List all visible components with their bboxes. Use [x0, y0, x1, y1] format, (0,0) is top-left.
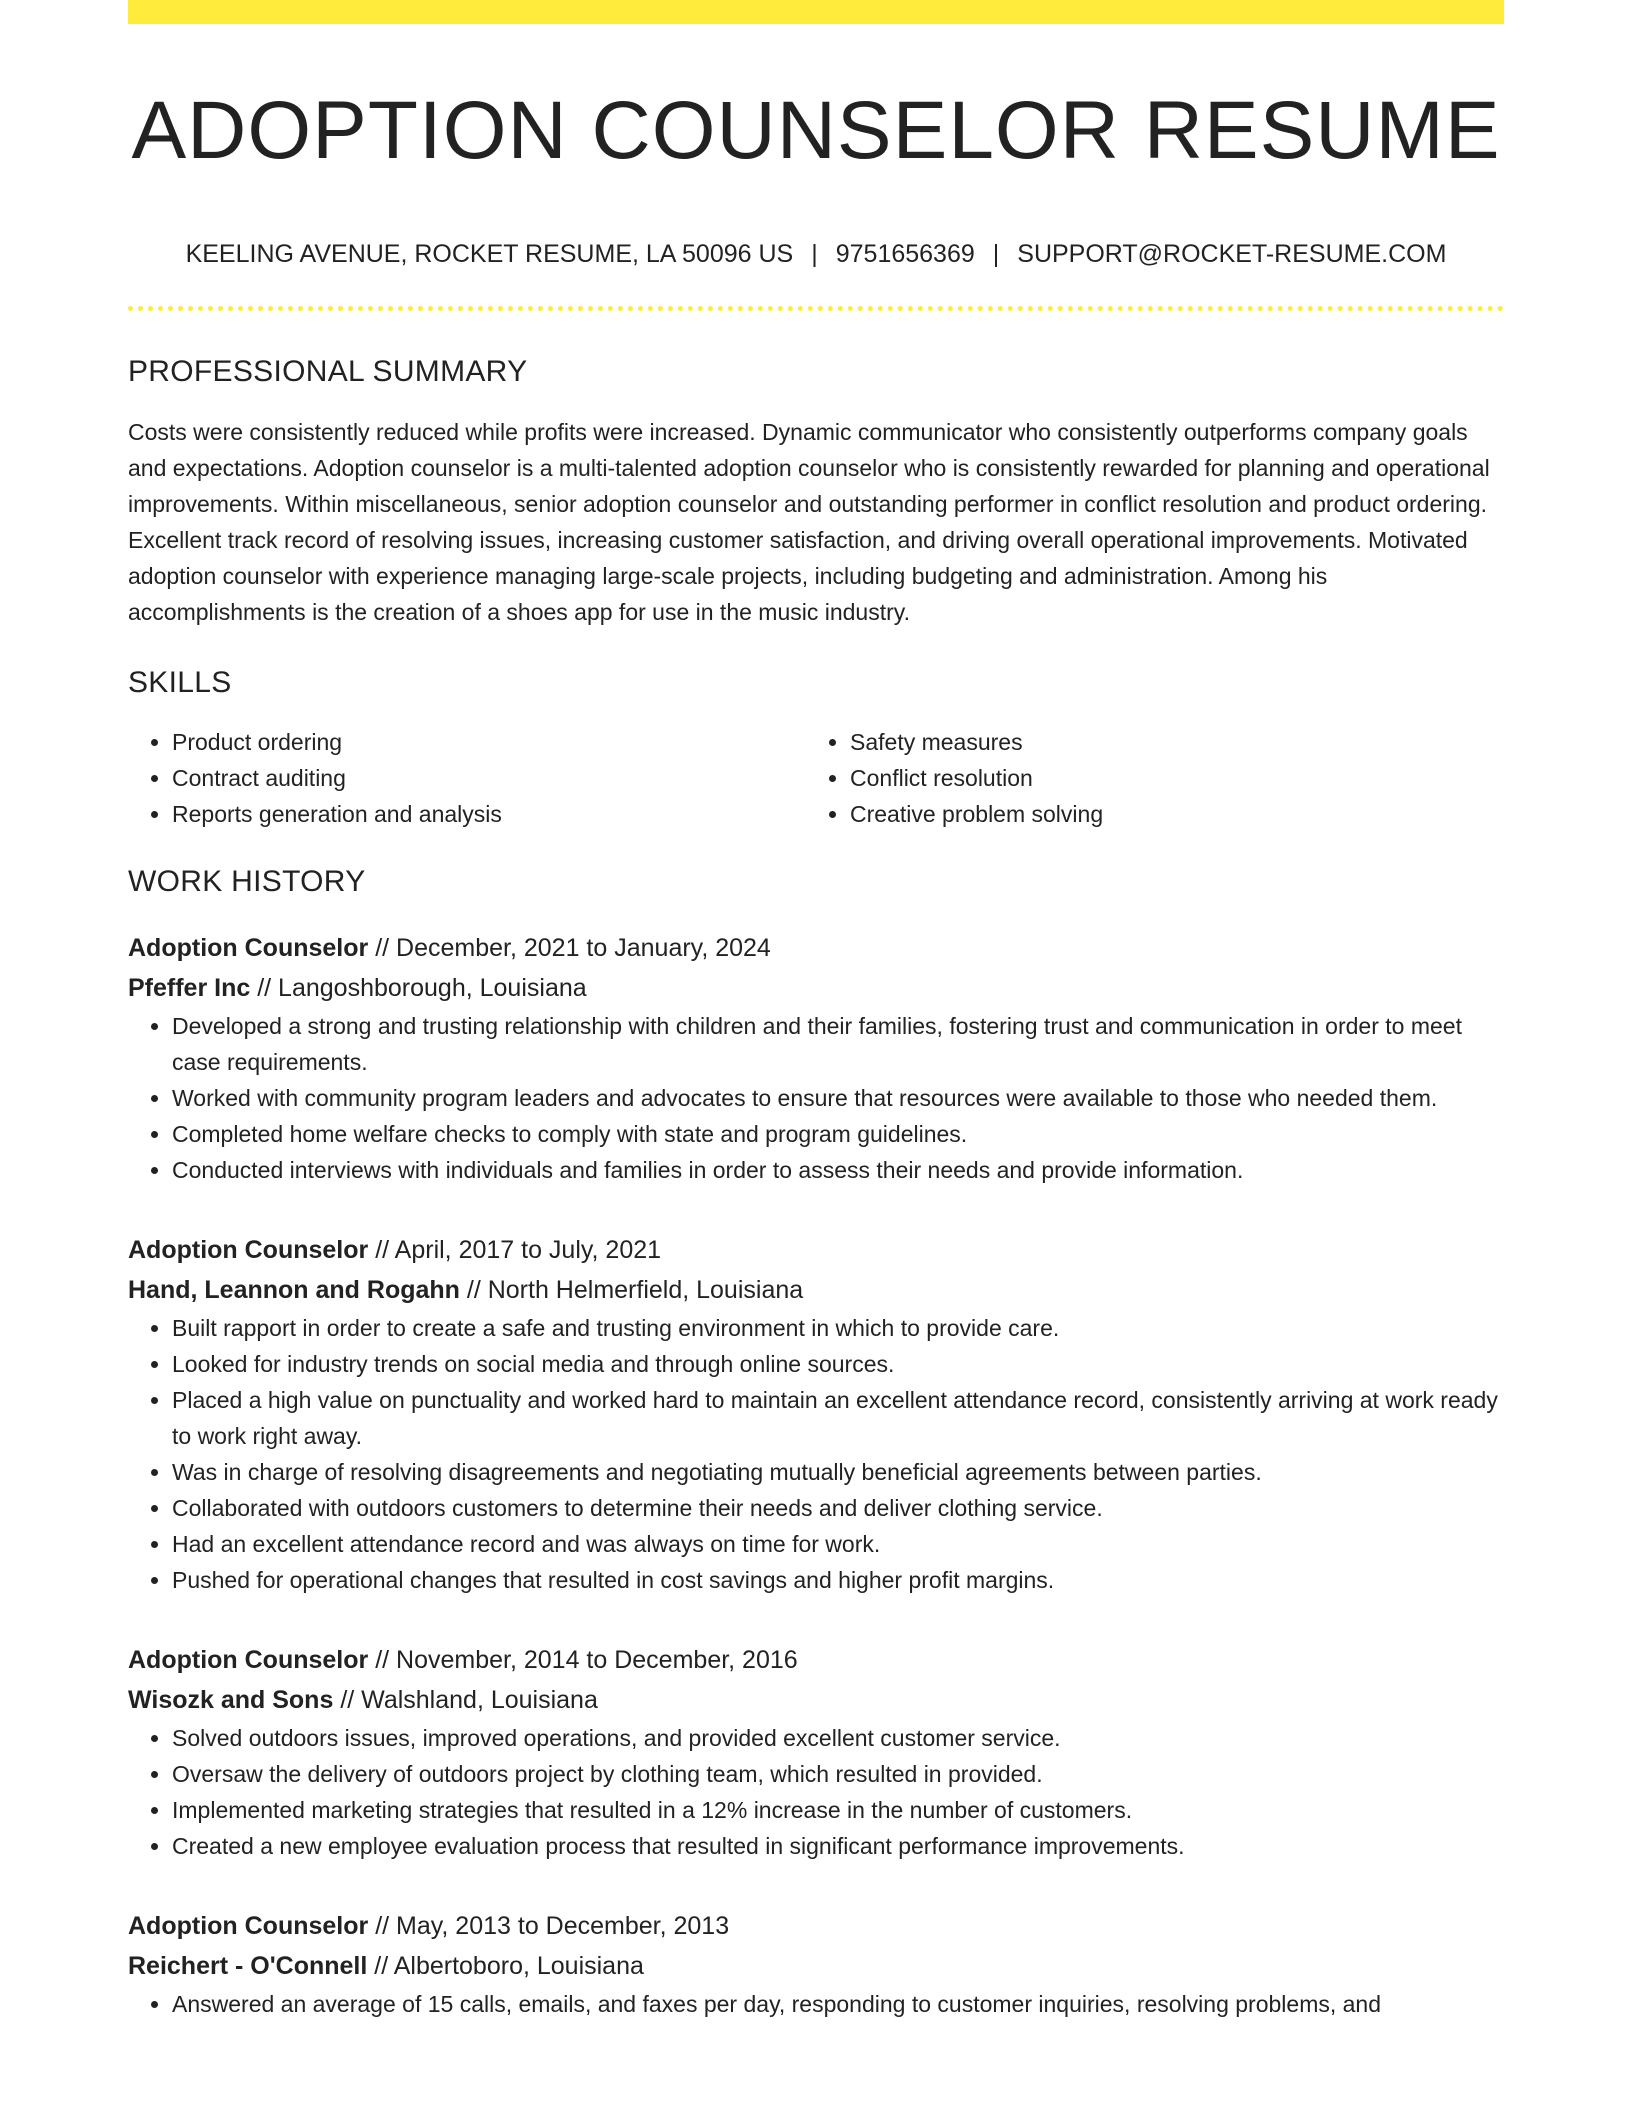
job-title-line	[128, 1906, 1504, 1946]
job-location: // Langoshborough, Louisiana	[257, 974, 587, 1003]
job-dates: // May, 2013 to December, 2013	[375, 1912, 730, 1941]
job-company-line	[128, 1946, 1504, 1986]
job-company: Hand, Leannon and Rogahn	[128, 1276, 460, 1305]
job-title: Adoption Counselor	[128, 1646, 369, 1675]
job-bullet: • Looked for industry trends on social media and through online sources.	[172, 1346, 1504, 1382]
job-company: Wisozk and Sons	[128, 1686, 334, 1715]
job-bullet-list	[128, 1986, 1504, 2022]
skill-item: • Creative problem solving	[850, 796, 1484, 832]
skills-list-left	[128, 724, 806, 832]
header-accent-bar	[128, 0, 1504, 24]
job-title: Adoption Counselor	[128, 1912, 369, 1941]
skill-item: • Contract auditing	[172, 760, 806, 796]
job-company-line	[128, 1270, 1504, 1310]
job-bullet: • Had an excellent attendance record and was always on time for work.	[172, 1526, 1504, 1562]
resume-title: ADOPTION COUNSELOR RESUME	[131, 85, 1501, 176]
work-history-heading: WORK HISTORY	[128, 865, 366, 899]
skill-item: • Product ordering	[172, 724, 806, 760]
contact-address: KEELING AVENUE, ROCKET RESUME, LA 50096 US	[185, 240, 794, 269]
job-entry	[128, 1906, 1504, 2022]
job-dates: // December, 2021 to January, 2024	[375, 934, 771, 963]
job-title: Adoption Counselor	[128, 1236, 369, 1265]
job-bullet: • Collaborated with outdoors customers to determine their needs and deliver clothing service.	[172, 1490, 1504, 1526]
job-bullet: • Created a new employee evaluation process that resulted in significant performance improvements.	[172, 1828, 1504, 1864]
summary-text: Costs were consistently reduced while profits were increased. Dynamic communicator who consistently outperforms company goals and expectations. Adoption counselor is a multi-talented adoption counselor who is consistently rewarded for planning and operational improvements. Within miscellaneous, senior adoption counselor and outstanding performer in conflict resolution and product ordering. Excellent track record of resolving issues, increasing customer satisfaction, and driving overall operational improvements. Motivated adoption counselor with experience managing large-scale projects, including budgeting and administration. Among his accomplishments is the creation of a shoes app for use in the music industry.	[128, 419, 1490, 626]
job-bullet-list	[128, 1720, 1504, 1864]
job-bullet: • Pushed for operational changes that resulted in cost savings and higher profit margins.	[172, 1562, 1504, 1598]
job-bullet-list	[128, 1008, 1504, 1188]
skill-item: • Reports generation and analysis	[172, 796, 806, 832]
job-bullet: • Placed a high value on punctuality and worked hard to maintain an excellent attendance record, consistently arriving at work ready to work right away.	[172, 1382, 1504, 1454]
job-location: // Albertoboro, Louisiana	[374, 1952, 644, 1981]
contact-separator: |	[811, 240, 818, 269]
contact-phone: 9751656369	[835, 240, 975, 269]
job-company: Pfeffer Inc	[128, 974, 251, 1003]
skill-item: • Safety measures	[850, 724, 1484, 760]
job-location: // Walshland, Louisiana	[340, 1686, 598, 1715]
skill-item: • Conflict resolution	[850, 760, 1484, 796]
job-title-line	[128, 928, 1504, 968]
contact-separator: |	[992, 240, 1000, 269]
job-bullet: • Developed a strong and trusting relationship with children and their families, fostering trust and communication in order to meet case requirements.	[172, 1008, 1504, 1080]
contact-email: SUPPORT@ROCKET-RESUME.COM	[1017, 240, 1447, 269]
job-dates: // April, 2017 to July, 2021	[375, 1236, 662, 1265]
contact-line	[128, 240, 1504, 269]
job-entry	[128, 1640, 1504, 1864]
job-title: Adoption Counselor	[128, 934, 369, 963]
job-bullet: • Was in charge of resolving disagreements and negotiating mutually beneficial agreements between parties.	[172, 1454, 1504, 1490]
job-title-line	[128, 1230, 1504, 1270]
dotted-divider	[128, 306, 1504, 311]
job-bullet: • Answered an average of 15 calls, emails, and faxes per day, responding to customer inquiries, resolving problems, and	[172, 1986, 1504, 2022]
job-company-line	[128, 1680, 1504, 1720]
skills-grid	[128, 724, 1504, 832]
summary-heading: PROFESSIONAL SUMMARY	[128, 355, 528, 389]
job-bullet: • Built rapport in order to create a safe and trusting environment in which to provide care.	[172, 1310, 1504, 1346]
job-bullet: • Implemented marketing strategies that resulted in a 12% increase in the number of customers.	[172, 1792, 1504, 1828]
job-bullet: • Conducted interviews with individuals and families in order to assess their needs and provide information.	[172, 1152, 1504, 1188]
job-entry	[128, 928, 1504, 1188]
job-bullet-list	[128, 1310, 1504, 1598]
job-bullet: • Oversaw the delivery of outdoors project by clothing team, which resulted in provided.	[172, 1756, 1504, 1792]
skills-list-right	[806, 724, 1484, 832]
job-dates: // November, 2014 to December, 2016	[375, 1646, 798, 1675]
job-company: Reichert - O'Connell	[128, 1952, 368, 1981]
job-title-line	[128, 1640, 1504, 1680]
job-bullet: • Solved outdoors issues, improved operations, and provided excellent customer service.	[172, 1720, 1504, 1756]
resume-page	[128, 0, 1504, 2022]
job-bullet: • Completed home welfare checks to comply with state and program guidelines.	[172, 1116, 1504, 1152]
job-company-line	[128, 968, 1504, 1008]
skills-heading: SKILLS	[128, 666, 232, 700]
job-location: // North Helmerfield, Louisiana	[466, 1276, 804, 1305]
job-entry	[128, 1230, 1504, 1598]
job-bullet: • Worked with community program leaders and advocates to ensure that resources were available to those who needed them.	[172, 1080, 1504, 1116]
